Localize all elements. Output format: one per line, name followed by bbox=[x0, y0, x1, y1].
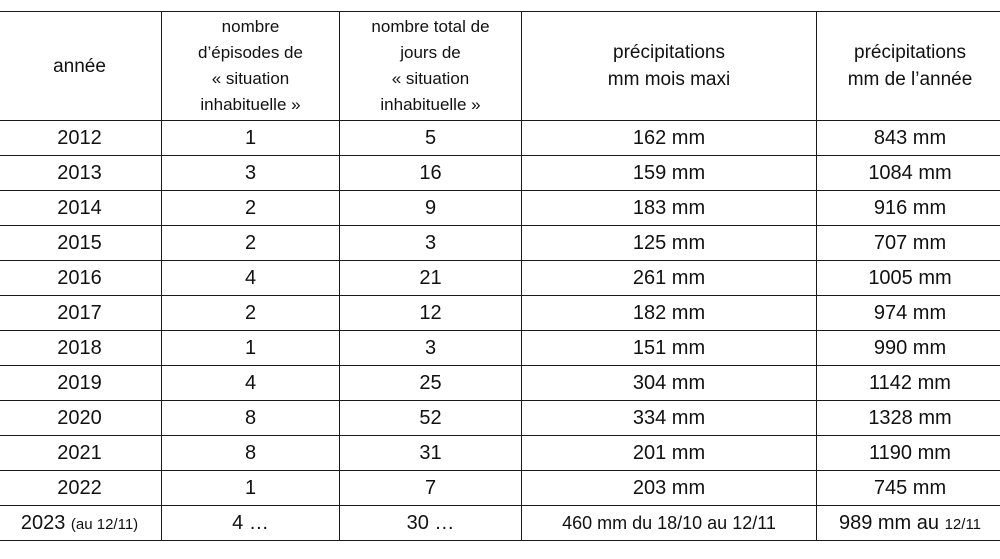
cell-mois-maxi: 182 mm bbox=[522, 296, 817, 331]
header-episodes-line: nombre bbox=[221, 17, 280, 36]
header-episodes-line: d’épisodes de bbox=[198, 43, 303, 62]
cell-mois-maxi: 125 mm bbox=[522, 226, 817, 261]
header-jours-line: jours de bbox=[400, 43, 461, 62]
cell-annee-total: 990 mm bbox=[817, 331, 1000, 366]
cell-annee: 2017 bbox=[0, 296, 162, 331]
cell-mois-maxi: 203 mm bbox=[522, 471, 817, 506]
header-jours-line: « situation bbox=[391, 69, 470, 88]
cell-mois-maxi: 183 mm bbox=[522, 191, 817, 226]
cell-annee-total: 1005 mm bbox=[817, 261, 1000, 296]
table-row bbox=[0, 436, 1000, 471]
cell-episodes: 4 … bbox=[162, 506, 340, 541]
header-episodes-line: inhabituelle » bbox=[200, 95, 301, 114]
cell-mois-maxi: 334 mm bbox=[522, 401, 817, 436]
cell-annee-total: 1328 mm bbox=[817, 401, 1000, 436]
table-row bbox=[0, 331, 1000, 366]
cell-episodes: 1 bbox=[162, 121, 340, 156]
cell-annee-note: (au 12/11) bbox=[70, 515, 139, 533]
header-jours bbox=[340, 12, 522, 121]
cell-annee: 2013 bbox=[0, 156, 162, 191]
cell-annee: 2012 bbox=[0, 121, 162, 156]
header-episodes bbox=[162, 12, 340, 121]
cell-jours: 7 bbox=[340, 471, 522, 506]
cell-jours: 30 … bbox=[340, 506, 522, 541]
cell-episodes: 4 bbox=[162, 261, 340, 296]
cell-annee: 2014 bbox=[0, 191, 162, 226]
cell-episodes: 4 bbox=[162, 366, 340, 401]
header-episodes-line: « situation bbox=[211, 69, 290, 88]
cell-annee-total: 707 mm bbox=[817, 226, 1000, 261]
header-mois-maxi-line: mm mois maxi bbox=[607, 69, 731, 90]
table-row bbox=[0, 401, 1000, 436]
precipitation-table bbox=[0, 11, 1000, 541]
cell-episodes: 3 bbox=[162, 156, 340, 191]
cell-annee: 2022 bbox=[0, 471, 162, 506]
cell-annee-total: 1190 mm bbox=[817, 436, 1000, 471]
cell-annee-total: 843 mm bbox=[817, 121, 1000, 156]
cell-annee-total: 1142 mm bbox=[817, 366, 1000, 401]
header-annee-total-line: mm de l’année bbox=[847, 69, 973, 90]
table-row bbox=[0, 226, 1000, 261]
cell-mois-maxi: 261 mm bbox=[522, 261, 817, 296]
cell-mois-maxi: 304 mm bbox=[522, 366, 817, 401]
cell-mois-maxi: 151 mm bbox=[522, 331, 817, 366]
cell-annee-total: 1084 mm bbox=[817, 156, 1000, 191]
cell-jours: 21 bbox=[340, 261, 522, 296]
cell-episodes: 1 bbox=[162, 471, 340, 506]
table-row bbox=[0, 156, 1000, 191]
cell-jours: 5 bbox=[340, 121, 522, 156]
cell-jours: 16 bbox=[340, 156, 522, 191]
cell-mois-maxi bbox=[522, 506, 817, 541]
header-annee-total bbox=[817, 12, 1000, 121]
header-row bbox=[0, 12, 1000, 121]
cell-annee-total bbox=[817, 506, 1000, 541]
cell-annee: 2018 bbox=[0, 331, 162, 366]
cell-annee: 2021 bbox=[0, 436, 162, 471]
cell-jours: 25 bbox=[340, 366, 522, 401]
cell-jours: 31 bbox=[340, 436, 522, 471]
cell-jours: 52 bbox=[340, 401, 522, 436]
cell-mois-maxi-value: 460 mm du 18/10 au 12/11 bbox=[562, 512, 776, 533]
cell-mois-maxi: 159 mm bbox=[522, 156, 817, 191]
table-row bbox=[0, 261, 1000, 296]
header-mois-maxi-line: précipitations bbox=[613, 42, 725, 63]
header-jours-line: nombre total de bbox=[371, 17, 490, 36]
header-annee-total-line: précipitations bbox=[854, 42, 966, 63]
cell-annee bbox=[0, 506, 162, 541]
cell-annee-total-value: 989 mm au bbox=[838, 511, 940, 534]
cell-jours: 9 bbox=[340, 191, 522, 226]
cell-episodes: 2 bbox=[162, 191, 340, 226]
cell-annee-value: 2023 bbox=[20, 511, 66, 534]
cell-jours: 3 bbox=[340, 226, 522, 261]
header-annee bbox=[0, 12, 162, 121]
cell-annee-total-note: 12/11 bbox=[944, 515, 982, 533]
cell-annee-total: 974 mm bbox=[817, 296, 1000, 331]
cell-annee: 2016 bbox=[0, 261, 162, 296]
cell-jours: 12 bbox=[340, 296, 522, 331]
cell-jours: 3 bbox=[340, 331, 522, 366]
cell-episodes: 8 bbox=[162, 436, 340, 471]
cell-annee-total: 745 mm bbox=[817, 471, 1000, 506]
table-row-2023 bbox=[0, 506, 1000, 541]
cell-episodes: 2 bbox=[162, 296, 340, 331]
table-row bbox=[0, 191, 1000, 226]
cell-mois-maxi: 201 mm bbox=[522, 436, 817, 471]
header-annee-line: année bbox=[53, 55, 106, 77]
cell-episodes: 2 bbox=[162, 226, 340, 261]
header-mois-maxi bbox=[522, 12, 817, 121]
cell-annee-total: 916 mm bbox=[817, 191, 1000, 226]
table-row bbox=[0, 121, 1000, 156]
cell-mois-maxi: 162 mm bbox=[522, 121, 817, 156]
table-row bbox=[0, 366, 1000, 401]
table-row bbox=[0, 296, 1000, 331]
cell-annee: 2019 bbox=[0, 366, 162, 401]
cell-annee: 2015 bbox=[0, 226, 162, 261]
cell-episodes: 8 bbox=[162, 401, 340, 436]
header-jours-line: inhabituelle » bbox=[380, 95, 481, 114]
cell-annee: 2020 bbox=[0, 401, 162, 436]
cell-episodes: 1 bbox=[162, 331, 340, 366]
table-row bbox=[0, 471, 1000, 506]
